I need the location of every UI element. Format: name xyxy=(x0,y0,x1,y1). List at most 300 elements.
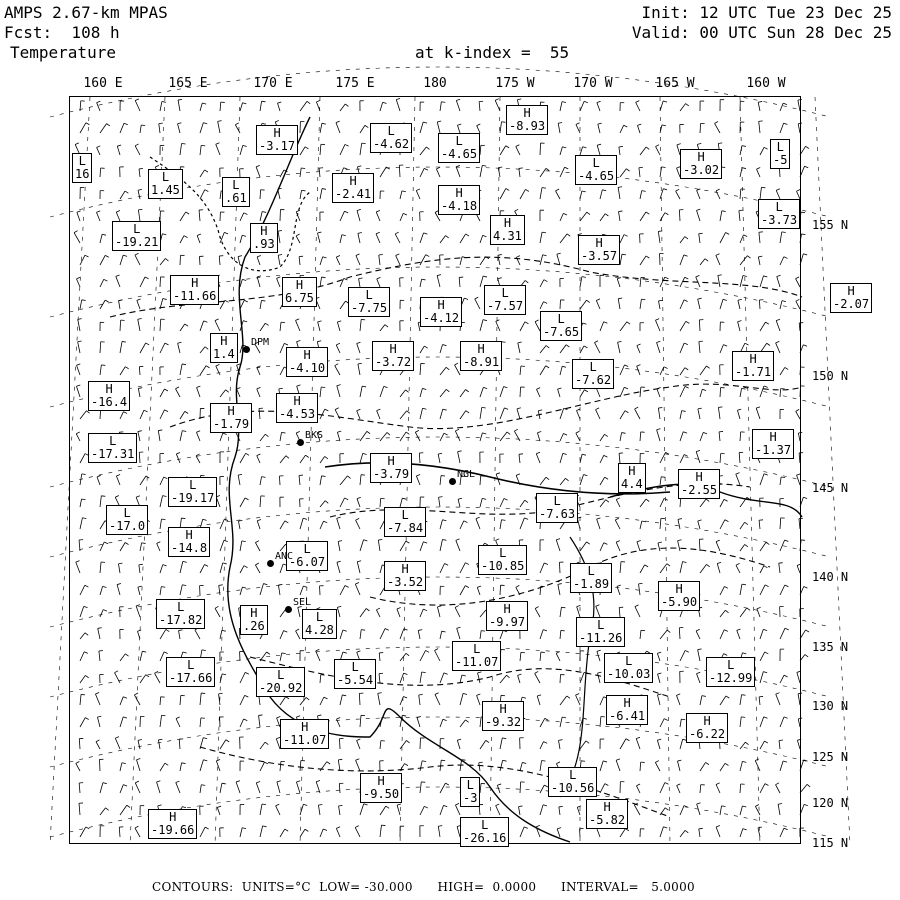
wind-barb xyxy=(160,477,167,485)
wind-barb xyxy=(80,633,88,639)
wind-barb xyxy=(798,693,802,705)
extremum-value: -5.54 xyxy=(337,673,374,687)
wind-barb xyxy=(697,672,701,683)
extremum-box xyxy=(106,505,148,535)
wind-barb xyxy=(720,453,725,463)
wind-barb xyxy=(800,804,808,815)
wind-barb xyxy=(320,123,326,133)
wind-barb xyxy=(240,566,247,573)
extremum-value: -4.53 xyxy=(279,407,316,421)
wind-barb xyxy=(458,498,462,507)
wind-barb xyxy=(700,499,709,507)
wind-barb xyxy=(600,477,608,485)
wind-barb xyxy=(180,585,186,595)
wind-barb xyxy=(760,566,767,573)
wind-barb xyxy=(420,346,428,353)
wind-barb xyxy=(197,386,201,397)
wind-barb xyxy=(636,737,640,749)
wind-barb xyxy=(560,278,564,287)
extremum-box xyxy=(420,297,462,327)
wind-barb xyxy=(357,561,361,573)
wind-barb xyxy=(500,760,507,771)
extremum-type: H xyxy=(169,810,177,824)
extremum-box xyxy=(370,123,412,153)
wind-barb xyxy=(600,275,604,287)
wind-barb xyxy=(780,123,787,133)
extremum-box xyxy=(680,149,722,179)
wind-barb xyxy=(420,738,424,749)
wind-barb xyxy=(696,450,700,463)
wind-barb xyxy=(100,826,104,837)
lon-label: 165 W xyxy=(655,76,695,91)
wind-barb xyxy=(699,828,703,837)
extremum-box xyxy=(658,581,700,611)
wind-barb xyxy=(400,300,404,309)
extremum-box xyxy=(570,563,612,593)
wind-barb xyxy=(96,211,100,221)
wind-barb xyxy=(780,257,787,265)
wind-barb xyxy=(475,297,480,309)
wind-barb xyxy=(700,696,706,705)
wind-barb xyxy=(760,629,767,639)
wind-barb xyxy=(640,565,648,573)
wind-barb xyxy=(320,586,324,595)
wind-barb xyxy=(160,715,166,727)
wind-barb xyxy=(600,500,609,507)
extremum-type: L xyxy=(473,642,481,656)
wind-barb xyxy=(317,232,321,243)
wind-barb xyxy=(699,320,703,331)
wind-barb xyxy=(540,563,548,573)
wind-barb xyxy=(137,630,141,639)
wind-barb xyxy=(197,234,201,243)
extremum-type: L xyxy=(161,170,170,184)
extremum-box xyxy=(168,477,217,507)
wind-barb xyxy=(236,781,240,793)
wind-barb xyxy=(160,258,168,265)
wind-barb xyxy=(659,300,663,309)
wind-barb xyxy=(560,167,568,177)
extremum-box xyxy=(168,527,210,557)
wind-barb xyxy=(596,408,600,419)
extremum-value: -11.07 xyxy=(283,733,327,747)
wind-barb xyxy=(77,364,81,375)
wind-barb xyxy=(240,737,244,749)
wind-barb xyxy=(395,232,400,243)
wind-barb xyxy=(220,102,225,111)
wind-barb xyxy=(238,474,242,485)
extremum-box xyxy=(384,561,426,591)
wind-barb xyxy=(460,563,469,573)
extremum-type: L xyxy=(553,494,561,508)
wind-barb xyxy=(718,407,722,419)
wind-barb xyxy=(79,738,83,749)
wind-barb xyxy=(337,717,341,727)
wind-barb xyxy=(440,476,445,485)
wind-barb xyxy=(798,432,802,441)
wind-barb xyxy=(358,232,362,243)
extremum-value: -4.65 xyxy=(441,147,478,161)
wind-barb xyxy=(320,387,325,397)
wind-barb xyxy=(119,300,123,309)
wind-barb xyxy=(698,520,702,529)
wind-barb xyxy=(580,101,588,111)
wind-barb xyxy=(97,716,101,727)
extremum-type: H xyxy=(387,454,395,468)
extremum-type: H xyxy=(273,126,281,140)
wind-barb xyxy=(220,783,226,793)
wind-barb xyxy=(640,453,644,463)
wind-barb xyxy=(680,321,689,331)
wind-barb xyxy=(160,319,165,331)
wind-barb xyxy=(200,806,204,815)
wind-barb xyxy=(760,542,769,551)
extremum-type: H xyxy=(220,334,228,348)
wind-barb xyxy=(240,213,247,221)
wind-barb xyxy=(139,452,143,463)
wind-barb xyxy=(280,432,285,441)
wind-barb xyxy=(180,695,185,705)
lat-label: 140 N xyxy=(812,570,849,584)
wind-barb xyxy=(600,543,607,551)
wind-barb xyxy=(76,761,80,771)
wind-barb xyxy=(520,782,525,793)
wind-barb xyxy=(416,474,420,485)
extremum-box xyxy=(706,657,755,687)
wind-barb xyxy=(740,806,746,815)
wind-barb xyxy=(440,102,445,111)
wind-barb xyxy=(698,649,702,661)
wind-barb xyxy=(480,407,486,419)
extremum-box xyxy=(486,601,528,631)
wind-barb xyxy=(760,585,769,595)
extremum-box xyxy=(460,777,480,807)
wind-barb xyxy=(680,830,688,837)
wind-barb xyxy=(240,498,249,507)
wind-barb xyxy=(220,433,227,441)
extremum-value: -4.62 xyxy=(373,137,410,151)
wind-barb xyxy=(220,630,226,639)
wind-barb xyxy=(357,342,361,353)
wind-barb xyxy=(640,299,645,309)
extremum-value: -10.85 xyxy=(481,559,525,573)
wind-barb xyxy=(560,675,564,683)
wind-barb xyxy=(776,783,780,793)
wind-barb xyxy=(739,452,743,463)
wind-barb xyxy=(80,474,86,485)
temperature-contour xyxy=(170,384,802,428)
extremum-box xyxy=(210,333,238,363)
wind-barb xyxy=(540,168,549,177)
wind-barb xyxy=(720,610,729,617)
wind-barb xyxy=(477,124,481,133)
wind-barb xyxy=(217,806,221,815)
extremum-box xyxy=(170,275,219,305)
wind-barb xyxy=(676,694,680,705)
wind-barb xyxy=(558,122,562,133)
wind-barb xyxy=(160,102,166,111)
wind-barb xyxy=(460,693,467,705)
wind-barb xyxy=(180,236,188,243)
extremum-type: H xyxy=(303,348,311,362)
wind-barb xyxy=(220,452,224,463)
extremum-type: L xyxy=(78,154,86,168)
field-name: Temperature xyxy=(10,43,116,62)
wind-barb xyxy=(180,324,188,331)
wind-barb xyxy=(137,759,141,771)
wind-barb xyxy=(338,541,342,551)
wind-barb xyxy=(220,540,228,551)
extremum-type: H xyxy=(301,720,309,734)
wind-barb xyxy=(100,586,106,595)
wind-barb xyxy=(280,829,288,837)
wind-barb xyxy=(540,630,547,639)
wind-barb xyxy=(680,806,688,815)
wind-barb xyxy=(138,739,142,749)
extremum-value: -11.26 xyxy=(579,631,623,645)
wind-barb xyxy=(160,343,169,353)
wind-barb xyxy=(115,737,120,749)
extremum-box xyxy=(830,283,872,313)
wind-barb xyxy=(337,561,341,573)
wind-barb xyxy=(138,189,142,199)
extremum-box xyxy=(490,215,525,245)
wind-barb xyxy=(660,719,668,727)
wind-barb xyxy=(780,585,788,595)
wind-barb xyxy=(537,432,541,441)
wind-barb xyxy=(140,543,146,551)
wind-barb xyxy=(215,319,220,331)
wind-barb xyxy=(400,191,406,199)
wind-barb xyxy=(519,454,523,463)
wind-barb xyxy=(180,431,186,441)
wind-barb xyxy=(320,829,327,837)
wind-barb xyxy=(536,388,540,397)
wind-barb xyxy=(399,165,403,177)
wind-barb xyxy=(560,366,566,375)
wind-barb xyxy=(100,808,109,815)
wind-barb xyxy=(660,277,668,287)
wind-barb xyxy=(235,123,240,133)
extremum-type: L xyxy=(277,668,285,682)
lon-label: 180 xyxy=(423,76,447,91)
wind-barb xyxy=(80,606,88,617)
lat-label: 155 N xyxy=(812,218,849,232)
wind-barb xyxy=(720,763,728,771)
wind-barb xyxy=(338,759,342,771)
wind-barb xyxy=(598,672,602,683)
wind-barb xyxy=(257,255,261,265)
extremum-value: -1.89 xyxy=(573,577,610,591)
wind-barb xyxy=(518,674,522,683)
wind-barb xyxy=(440,586,444,595)
wind-barb xyxy=(800,146,809,155)
wind-barb xyxy=(559,562,563,573)
wind-barb xyxy=(360,386,366,397)
wind-barb xyxy=(140,806,144,815)
wind-barb xyxy=(100,674,104,683)
wind-barb xyxy=(780,103,787,111)
station-code: ANC xyxy=(275,551,294,562)
extremum-value: -19.21 xyxy=(115,235,159,249)
extremum-value: -2.41 xyxy=(335,187,372,201)
wind-barb xyxy=(720,365,724,375)
wind-barb xyxy=(620,433,626,441)
wind-barb xyxy=(397,608,401,617)
wind-barb xyxy=(680,719,685,727)
extremum-value: -1.79 xyxy=(213,417,250,431)
wind-barb xyxy=(740,717,745,727)
wind-barb xyxy=(420,609,427,617)
wind-barb xyxy=(580,672,588,683)
extremum-type: L xyxy=(625,654,633,668)
wind-barb xyxy=(620,125,627,133)
wind-barb xyxy=(635,407,640,419)
extremum-type: H xyxy=(349,174,357,188)
wind-barb xyxy=(478,672,482,683)
wind-barb xyxy=(97,146,101,155)
wind-barb xyxy=(500,387,507,397)
extremum-value: -6.41 xyxy=(609,709,646,723)
wind-barb xyxy=(135,781,140,793)
extremum-type: L xyxy=(123,506,131,520)
wind-barb xyxy=(380,432,390,441)
wind-barb xyxy=(640,147,649,155)
wind-barb xyxy=(119,827,123,837)
parallel-line xyxy=(50,357,830,407)
wind-barb xyxy=(357,739,361,749)
wind-barb xyxy=(479,101,483,111)
wind-barb xyxy=(139,366,143,375)
wind-barb xyxy=(740,608,750,617)
wind-barb xyxy=(797,671,801,683)
wind-barb xyxy=(460,586,469,595)
wind-barb xyxy=(260,804,266,815)
extremum-box xyxy=(348,287,390,317)
wind-barb xyxy=(619,211,623,221)
wind-barb xyxy=(120,785,127,793)
wind-barb xyxy=(340,211,348,221)
wind-barb xyxy=(160,697,165,705)
wind-barb xyxy=(637,540,641,551)
wind-barb xyxy=(220,740,229,749)
wind-barb xyxy=(700,564,710,573)
wind-barb xyxy=(179,739,183,749)
wind-barb xyxy=(600,784,608,793)
wind-barb xyxy=(460,521,467,529)
wind-barb xyxy=(540,188,546,199)
wind-barb xyxy=(738,299,742,309)
wind-barb xyxy=(260,300,265,309)
wind-barb xyxy=(100,783,107,793)
wind-barb xyxy=(420,782,425,793)
wind-barb xyxy=(760,741,768,749)
extremum-box xyxy=(372,341,414,371)
wind-barb xyxy=(380,102,386,111)
wind-barb xyxy=(657,652,661,661)
wind-barb xyxy=(620,103,624,111)
wind-barb xyxy=(138,586,142,595)
extremum-type: L xyxy=(189,478,197,492)
wind-barb xyxy=(640,212,649,221)
wind-barb xyxy=(718,275,722,287)
wind-barb xyxy=(680,432,687,441)
extremum-type: H xyxy=(185,528,193,542)
wind-barb xyxy=(760,498,764,507)
extremum-type: L xyxy=(481,818,489,832)
wind-barb xyxy=(157,781,161,793)
wind-barb xyxy=(780,649,784,661)
wind-barb xyxy=(680,455,688,463)
wind-barb xyxy=(376,210,380,221)
station-marker xyxy=(297,439,304,446)
extremum-box xyxy=(166,657,215,687)
meridian-line xyxy=(490,97,500,845)
wind-barb xyxy=(400,321,404,331)
wind-barb xyxy=(360,475,365,485)
wind-barb xyxy=(96,740,100,749)
wind-barb xyxy=(757,168,761,177)
extremum-value: -3.72 xyxy=(375,355,412,369)
wind-barb xyxy=(600,717,605,727)
extremum-value: -19.17 xyxy=(171,491,215,505)
wind-barb xyxy=(220,390,229,397)
wind-barb xyxy=(337,431,341,441)
wind-barb xyxy=(280,210,284,221)
wind-barb xyxy=(738,321,742,331)
wind-barb xyxy=(299,256,303,265)
wind-barb xyxy=(480,783,485,793)
wind-barb xyxy=(200,564,208,573)
wind-barb xyxy=(658,407,662,419)
wind-barb xyxy=(540,302,547,309)
wind-barb xyxy=(620,235,628,243)
wind-barb xyxy=(139,168,143,177)
wind-barb xyxy=(560,213,567,221)
extremum-box xyxy=(484,285,526,315)
wind-barb xyxy=(740,256,751,265)
wind-barb xyxy=(360,804,368,815)
wind-barb xyxy=(740,432,745,441)
wind-barb xyxy=(256,165,260,177)
wind-barb xyxy=(680,671,684,683)
wind-barb xyxy=(698,298,702,309)
extremum-value: -14.8 xyxy=(171,541,208,555)
extremum-value: -1.71 xyxy=(735,365,772,379)
wind-barb xyxy=(620,169,630,177)
wind-barb xyxy=(600,214,608,221)
lon-label: 165 E xyxy=(168,76,208,91)
wind-barb xyxy=(540,366,549,375)
wind-barb xyxy=(100,562,105,573)
lon-label: 160 E xyxy=(83,76,123,91)
extremum-box xyxy=(506,105,548,135)
wind-barb xyxy=(320,212,324,221)
wind-barb xyxy=(318,804,322,815)
extremum-type: L xyxy=(499,546,507,560)
extremum-type: L xyxy=(232,178,240,192)
wind-barb xyxy=(719,431,723,441)
wind-barb xyxy=(120,191,128,199)
extremum-type: H xyxy=(293,394,301,408)
wind-barb xyxy=(780,675,788,683)
wind-barb xyxy=(620,254,626,265)
wind-barb xyxy=(760,717,768,727)
wind-barb xyxy=(120,101,124,111)
extremum-value: -16.4 xyxy=(91,395,128,409)
wind-barb xyxy=(120,543,129,551)
wind-barb xyxy=(680,386,689,397)
